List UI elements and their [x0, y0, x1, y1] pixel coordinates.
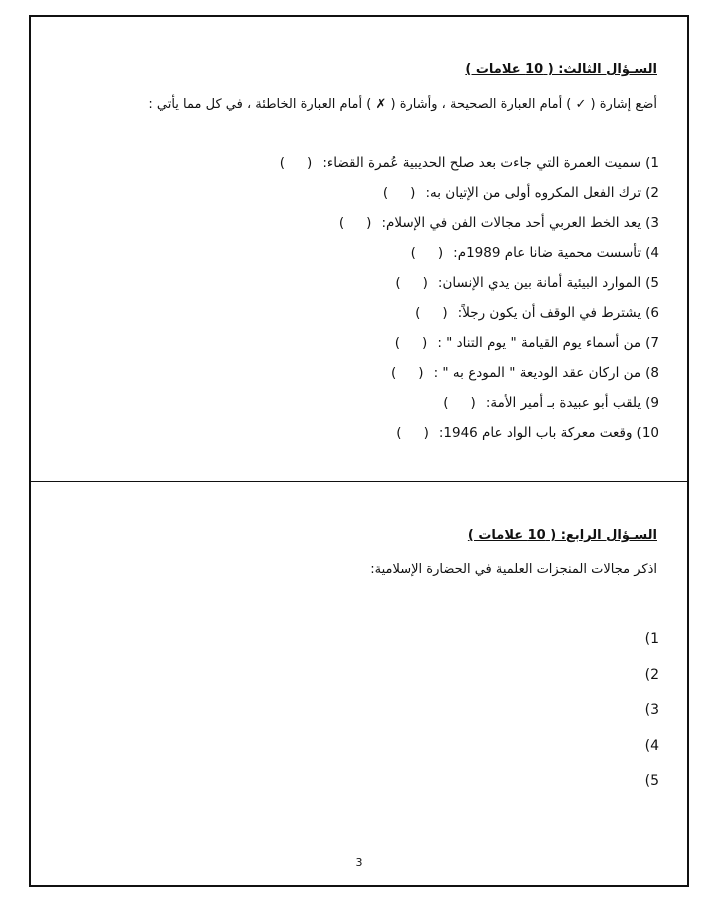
- question-text: الموارد البيئية أمانة بين يدي الإنسان:: [437, 275, 642, 291]
- question-text: من اركان عقد الوديعة " المودع به " :: [433, 365, 642, 381]
- question-item: [280, 148, 659, 178]
- question-number: 2): [645, 185, 659, 201]
- question-4-heading: السـؤال الرابع: ( 10 علامات ): [467, 528, 657, 543]
- question-item: [280, 268, 659, 298]
- page-number: 3: [355, 856, 363, 869]
- true-false-list: [280, 148, 659, 448]
- answer-box[interactable]: (): [279, 155, 313, 171]
- question-item: [280, 178, 659, 208]
- question-number: 4): [645, 245, 659, 261]
- answer-box[interactable]: (): [382, 185, 416, 201]
- question-item: [280, 238, 659, 268]
- question-item: [280, 328, 659, 358]
- question-text: ترك الفعل المكروه أولى من الإتيان به:: [425, 185, 642, 201]
- question-number: 10): [636, 425, 659, 441]
- question-number: 9): [645, 395, 659, 411]
- answer-lines-list: [645, 622, 659, 800]
- question-item: [280, 418, 659, 448]
- answer-box[interactable]: (): [395, 275, 428, 291]
- answer-box[interactable]: (): [443, 395, 476, 411]
- answer-box[interactable]: (): [338, 215, 372, 231]
- answer-box[interactable]: (): [410, 245, 444, 261]
- answer-box[interactable]: (): [415, 305, 448, 321]
- question-item: [280, 358, 659, 388]
- section-divider: [31, 481, 687, 482]
- answer-line[interactable]: 4): [644, 737, 659, 754]
- answer-box[interactable]: (): [394, 335, 428, 351]
- question-text: يشترط في الوقف أن يكون رجلاً:: [457, 305, 642, 321]
- answer-line[interactable]: 2): [644, 666, 659, 683]
- question-number: 3): [645, 215, 659, 231]
- question-number: 6): [645, 305, 659, 321]
- question-text: تأسست محمية ضانا عام 1989م:: [453, 245, 642, 261]
- question-text: يلقب أبو عبيدة بـ أمير الأمة:: [485, 395, 642, 411]
- question-item: [280, 208, 659, 238]
- answer-line[interactable]: 1): [644, 631, 659, 647]
- question-number: 1): [645, 155, 659, 171]
- answer-line[interactable]: 5): [644, 773, 659, 789]
- question-text: من أسماء يوم القيامة " يوم التناد " :: [437, 335, 642, 351]
- question-text: سميت العمرة التي جاءت بعد صلح الحديبية عُمرة القضاء:: [322, 155, 642, 171]
- question-number: 7): [645, 335, 659, 351]
- question-3-heading: السـؤال الثالث: ( 10 علامات ): [465, 62, 657, 77]
- answer-line[interactable]: 3): [644, 702, 659, 718]
- answer-box[interactable]: (): [391, 365, 424, 381]
- question-text: يعد الخط العربي أحد مجالات الفن في الإسلام:: [381, 215, 642, 231]
- answer-box[interactable]: (): [396, 425, 429, 441]
- page-frame: [29, 15, 689, 887]
- question-3-instruction: أضع إشارة ( ✓ ) أمام العبارة الصحيحة ، وأشارة ( ✗ ) أمام العبارة الخاطئة ، في كل مما يأتي :: [148, 97, 657, 112]
- question-4-instruction: اذكر مجالات المنجزات العلمية في الحضارة الإسلامية:: [370, 562, 657, 577]
- question-item: [280, 388, 659, 418]
- question-number: 5): [645, 275, 659, 291]
- question-text: وقعت معركة باب الواد عام 1946:: [438, 425, 633, 441]
- question-item: [280, 298, 659, 328]
- question-number: 8): [645, 365, 659, 381]
